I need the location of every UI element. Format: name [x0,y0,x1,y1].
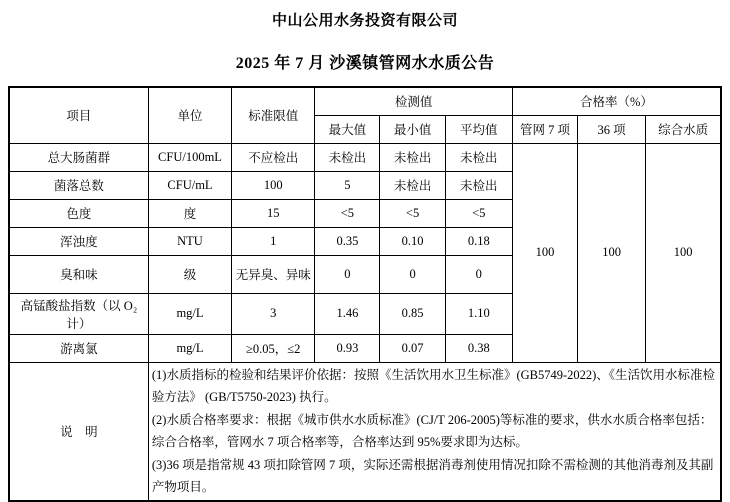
col-header-36items: 36 项 [578,115,646,143]
note-line-1: (1)水质指标的检验和结果评价依据：按照《生活饮用水卫生标准》(GB5749-2022)、《生活饮用水标准检验方法》 (GB/T5750-2023) 执行。 [151,367,716,404]
row-limit: 15 [232,199,315,227]
row-min: 0.85 [380,293,445,334]
row-avg: 0.18 [445,227,512,255]
row-avg: 未检出 [445,143,512,171]
row-item-name: 浑浊度 [9,227,148,255]
row-avg: <5 [445,199,512,227]
row-limit: 3 [232,293,315,334]
col-header-max: 最大值 [315,115,380,143]
row-max: 0.93 [315,334,380,362]
row-avg: 1.10 [445,293,512,334]
row-max: 0.35 [315,227,380,255]
row-item-name: 游离氯 [9,334,148,362]
row-limit: 无异臭、异味 [232,255,315,293]
row-max: 5 [315,171,380,199]
row-min: 0.07 [380,334,445,362]
row-min: 未检出 [380,143,445,171]
header-row-1 [9,87,721,115]
row-unit: 级 [148,255,231,293]
notes-content [148,362,721,501]
col-header-min: 最小值 [380,115,445,143]
row-item-name: 总大肠菌群 [9,143,148,171]
passrate-pipe7-value: 100 [512,143,577,362]
row-limit: ≥0.05，≤2 [232,334,315,362]
row-min: 未检出 [380,171,445,199]
passrate-36items-value: 100 [578,143,646,362]
row-item-name: 色度 [9,199,148,227]
row-limit: 100 [232,171,315,199]
col-header-detection-group: 检测值 [315,87,513,115]
row-item-name: 高锰酸盐指数（以 O₂ 计） [9,293,148,334]
row-item-name: 菌落总数 [9,171,148,199]
row-max: <5 [315,199,380,227]
row-item-name: 臭和味 [9,255,148,293]
row-unit: CFU/100mL [148,143,231,171]
row-unit: mg/L [148,334,231,362]
row-min: 0 [380,255,445,293]
passrate-comprehensive-value: 100 [646,143,721,362]
row-avg: 0.38 [445,334,512,362]
row-avg: 未检出 [445,171,512,199]
col-header-limit: 标准限值 [232,87,315,143]
row-unit: mg/L [148,293,231,334]
col-header-comprehensive: 综合水质 [646,115,721,143]
row-unit: 度 [148,199,231,227]
note-line-2: (2)水质合格率要求：根据《城市供水水质标准》(CJ/T 206-2005)等标准的要求，供水水质合格率包括：综合合格率，管网水 7 项合格率等，合格率达到 95%要求即为达标。 [151,412,713,449]
water-quality-table [8,86,722,502]
row-limit: 不应检出 [232,143,315,171]
row-min: <5 [380,199,445,227]
col-header-pipe7: 管网 7 项 [512,115,577,143]
note-line-3: (3)36 项是指常规 43 项扣除管网 7 项，实际还需根据消毒剂使用情况扣除不需检测的其他消毒剂及其副产物项目。 [151,457,714,494]
notes-label: 说 明 [9,362,148,501]
col-header-passrate-group: 合格率（%） [512,87,721,115]
row-max: 1.46 [315,293,380,334]
table-row-total-coliform [9,143,721,171]
row-unit: CFU/mL [148,171,231,199]
row-max: 0 [315,255,380,293]
row-limit: 1 [232,227,315,255]
company-title: 中山公用水务投资有限公司 [271,13,458,29]
notes-row [9,362,721,501]
col-header-unit: 单位 [148,87,231,143]
col-header-avg: 平均值 [445,115,512,143]
col-header-item: 项目 [9,87,148,143]
row-avg: 0 [445,255,512,293]
row-max: 未检出 [315,143,380,171]
row-unit: NTU [148,227,231,255]
row-min: 0.10 [380,227,445,255]
report-title: 2025 年 7 月 沙溪镇管网水水质公告 [235,55,495,72]
